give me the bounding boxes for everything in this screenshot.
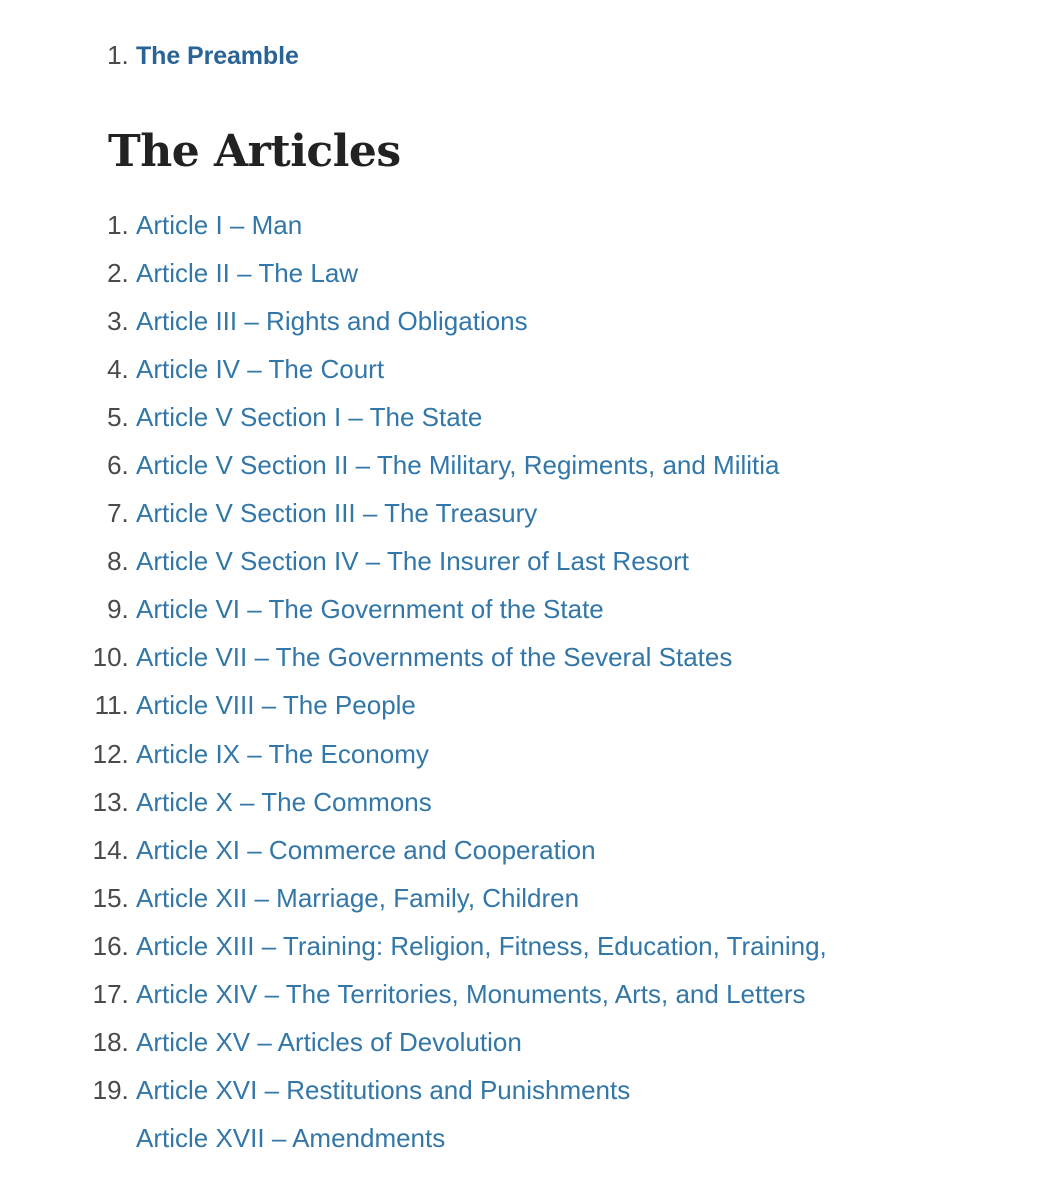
list-item: [136, 585, 1062, 633]
list-item: [136, 201, 1062, 249]
article-link-17[interactable]: Article XIV – The Territories, Monuments, Arts, and Letters: [136, 979, 806, 1009]
list-item: [136, 297, 1062, 345]
document-page: [0, 36, 1062, 1162]
article-link-1[interactable]: Article I – Man: [136, 209, 303, 240]
article-link-4[interactable]: Article IV – The Court: [136, 353, 385, 384]
list-item: [136, 874, 1062, 922]
article-link-19[interactable]: Article XVI – Restitutions and Punishments: [136, 1075, 631, 1106]
article-link-11[interactable]: Article VIII – The People: [136, 690, 416, 721]
list-item: [136, 489, 1062, 537]
list-item: [136, 1066, 1062, 1114]
article-link-5[interactable]: Article V Section I – The State: [136, 401, 483, 432]
list-item: [136, 633, 1062, 681]
article-link-18[interactable]: Article XV – Articles of Devolution: [136, 1027, 522, 1058]
list-item: [136, 1018, 1062, 1066]
list-item: [136, 441, 1062, 489]
list-item: [136, 730, 1062, 778]
article-link-15[interactable]: Article XII – Marriage, Family, Children: [136, 882, 580, 913]
article-link-2[interactable]: Article II – The Law: [136, 257, 359, 288]
preamble-link[interactable]: The Preamble: [136, 42, 299, 70]
list-item: [136, 345, 1062, 393]
list-item: [136, 1114, 1062, 1162]
article-link-20[interactable]: Article XVII – Amendments: [136, 1123, 446, 1154]
list-item: [136, 970, 1062, 1018]
article-link-10[interactable]: Article VII – The Governments of the Several States: [136, 642, 733, 673]
list-item: [136, 249, 1062, 297]
article-link-7[interactable]: Article V Section III – The Treasury: [136, 498, 538, 529]
article-link-14[interactable]: Article XI – Commerce and Cooperation: [136, 834, 596, 865]
articles-list: [0, 201, 1062, 1163]
article-link-9[interactable]: Article VI – The Government of the State: [136, 594, 604, 625]
article-link-3[interactable]: Article III – Rights and Obligations: [136, 305, 528, 336]
article-link-12[interactable]: Article IX – The Economy: [136, 738, 429, 769]
section-heading: The Articles: [108, 125, 401, 177]
list-item: [136, 537, 1062, 585]
list-item: [136, 36, 1062, 76]
list-item: [136, 922, 1062, 970]
list-item: [136, 778, 1062, 826]
list-item: [136, 393, 1062, 441]
list-item: [136, 681, 1062, 729]
preamble-list: [0, 36, 1062, 76]
article-link-13[interactable]: Article X – The Commons: [136, 786, 432, 817]
article-link-16[interactable]: Article XIII – Training: Religion, Fitness, Education, Training,: [136, 930, 827, 961]
article-link-8[interactable]: Article V Section IV – The Insurer of Last Resort: [136, 546, 689, 577]
article-link-6[interactable]: Article V Section II – The Military, Regiments, and Militia: [136, 449, 780, 480]
list-item: [136, 826, 1062, 874]
